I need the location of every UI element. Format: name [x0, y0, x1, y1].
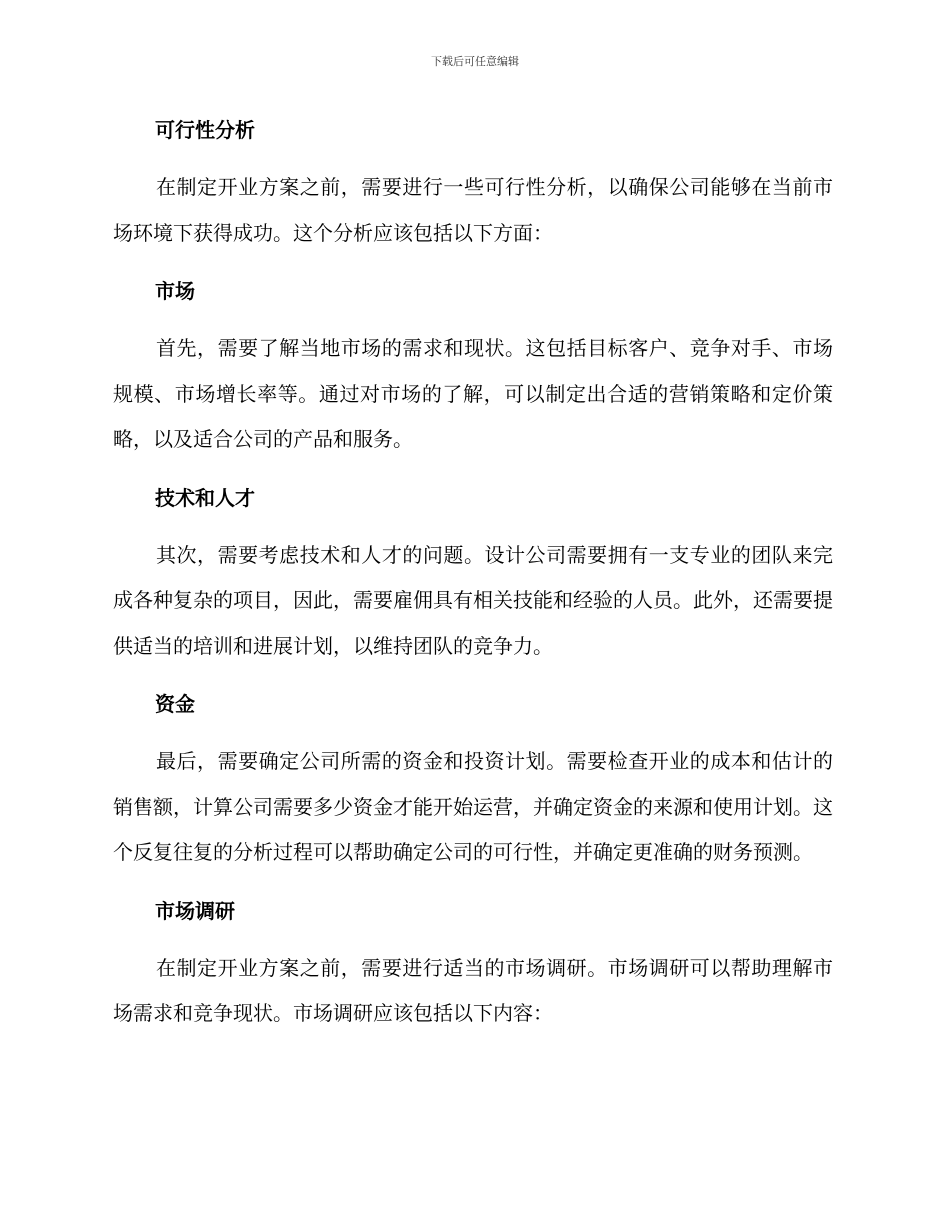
page-header: 下载后可任意编辑: [431, 55, 519, 68]
section-heading-market: 市场: [155, 279, 195, 303]
section-paragraph-market: 首先，需要了解当地市场的需求和现状。这包括目标客户、竞争对手、市场规模、市场增长率等。通过对市场的了解，可以制定出合适的营销策略和定价策略，以及适合公司的产品和服务。: [113, 336, 833, 451]
section-heading-feasibility: 可行性分析: [155, 118, 255, 142]
section-heading-tech-talent: 技术和人才: [155, 485, 255, 510]
section-paragraph-feasibility: 在制定开业方案之前，需要进行一些可行性分析，以确保公司能够在当前市场环境下获得成功。这个分析应该包括以下方面：: [113, 175, 833, 245]
section-heading-market-research: 市场调研: [155, 898, 235, 923]
section-paragraph-tech-talent: 其次，需要考虑技术和人才的问题。设计公司需要拥有一支专业的团队来完成各种复杂的项目，因此，需要雇佣具有相关技能和经验的人员。此外，还需要提供适当的培训和进展计划，以维持团队的竞争力。: [113, 542, 833, 658]
section-paragraph-funding: 最后，需要确定公司所需的资金和投资计划。需要检查开业的成本和估计的销售额，计算公司需要多少资金才能开始运营，并确定资金的来源和使用计划。这个反复往复的分析过程可以帮助确定公司的可行性，并确定更准确的财务预测。: [113, 749, 833, 864]
document-body: [113, 108, 833, 1050]
section-paragraph-market-research: 在制定开业方案之前，需要进行适当的市场调研。市场调研可以帮助理解市场需求和竞争现状。市场调研应该包括以下内容：: [113, 955, 833, 1025]
section-heading-funding: 资金: [155, 692, 195, 716]
